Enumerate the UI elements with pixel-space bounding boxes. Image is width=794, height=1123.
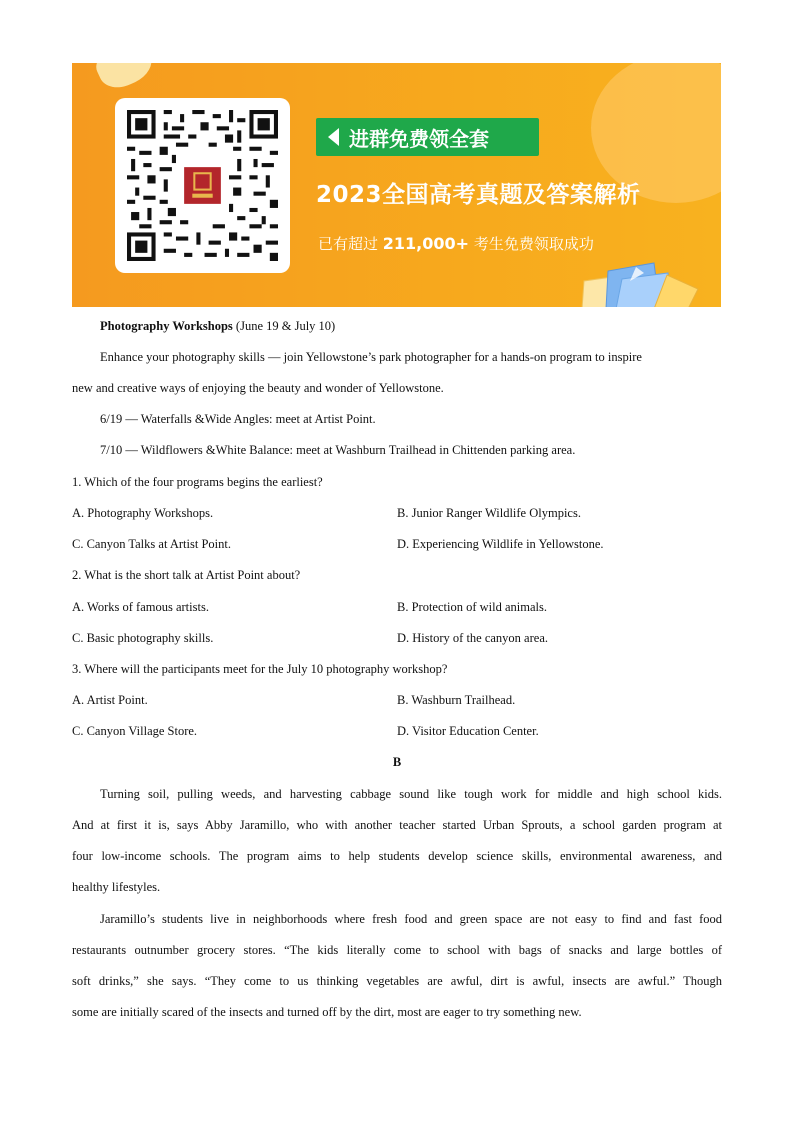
q3-options-row-2 (72, 721, 722, 741)
banner-subline: 已有超过 211,000+ 考生免费领取成功 (318, 234, 594, 253)
banner-headline: 2023全国高考真题及答案解析 (316, 182, 641, 208)
q1-option-c: C. Canyon Talks at Artist Point. (72, 537, 231, 551)
passage-p2-line-4: some are initially scared of the insects and turned off by the dirt, most are eager to try something new. (72, 1005, 582, 1019)
workshop-title-line (72, 316, 750, 336)
workshop-dates: (June 19 & July 10) (232, 319, 336, 333)
passage-p1-line-3: four low-income schools. The program aims to help students develop science skills, environmental awareness, and (72, 849, 722, 863)
q1-option-b: B. Junior Ranger Wildlife Olympics. (397, 506, 581, 520)
q1-options-row-2 (72, 534, 722, 554)
passage-p1-line-2: And at first it is, says Abby Jaramillo, who with another teacher started Urban Sprouts, a school garden program at (72, 818, 722, 832)
passage-p2-line-3: soft drinks,” she says. “They come to us thinking vegetables are awful, dirt is awful, insects are awful.” Though (72, 974, 722, 988)
qr-card[interactable] (115, 98, 290, 273)
folders-icon (572, 259, 712, 307)
q3-option-d: D. Visitor Education Center. (397, 724, 539, 738)
qr-code-icon (127, 110, 278, 261)
q3-option-a: A. Artist Point. (72, 693, 148, 707)
q2-option-d: D. History of the canyon area. (397, 631, 548, 645)
q2-option-c: C. Basic photography skills. (72, 631, 214, 645)
workshop-title: Photography Workshops (100, 319, 233, 333)
user-count: 211,000+ (382, 234, 470, 253)
question-2: 2. What is the short talk at Artist Point about? (72, 568, 301, 582)
q1-option-d: D. Experiencing Wildlife in Yellowstone. (397, 537, 604, 551)
passage-p1-line-1: Turning soil, pulling weeds, and harvesting cabbage sound like tough work for middle and high school kids. (100, 787, 722, 801)
section-heading: B (392, 755, 402, 769)
q2-options-row-2 (72, 628, 722, 648)
workshop-item-2: 7/10 — Wildflowers &White Balance: meet at Washburn Trailhead in Chittenden parking area. (100, 443, 576, 457)
question-1: 1. Which of the four programs begins the earliest? (72, 475, 323, 489)
q3-options-row-1 (72, 690, 722, 710)
question-3: 3. Where will the participants meet for the July 10 photography workshop? (72, 662, 448, 676)
join-group-label: 进群免费领全套 (349, 126, 489, 151)
passage-p2-line-1: Jaramillo’s students live in neighborhoods where fresh food and green space are not easy to find and fast food (100, 912, 722, 926)
passage-p2-line-2: restaurants outnumber grocery stores. “The kids literally come to school with bags of snacks and large bottles of (72, 943, 722, 957)
q2-option-b: B. Protection of wild animals. (397, 600, 547, 614)
q1-options-row-1 (72, 503, 722, 523)
play-left-icon (328, 128, 339, 146)
q1-option-a: A. Photography Workshops. (72, 506, 214, 520)
passage-p1-line-4: healthy lifestyles. (72, 880, 161, 894)
q3-option-c: C. Canyon Village Store. (72, 724, 198, 738)
workshop-item-1: 6/19 — Waterfalls &Wide Angles: meet at Artist Point. (100, 412, 376, 426)
workshop-desc-1: Enhance your photography skills — join Yellowstone’s park photographer for a hands-on program to inspire (100, 350, 642, 364)
q2-option-a: A. Works of famous artists. (72, 600, 209, 614)
q3-option-b: B. Washburn Trailhead. (397, 693, 516, 707)
workshop-desc-2: new and creative ways of enjoying the beauty and wonder of Yellowstone. (72, 381, 444, 395)
join-group-button[interactable] (316, 118, 539, 156)
promo-banner[interactable] (72, 63, 721, 307)
decor-leaf (91, 63, 158, 95)
q2-options-row-1 (72, 597, 722, 617)
